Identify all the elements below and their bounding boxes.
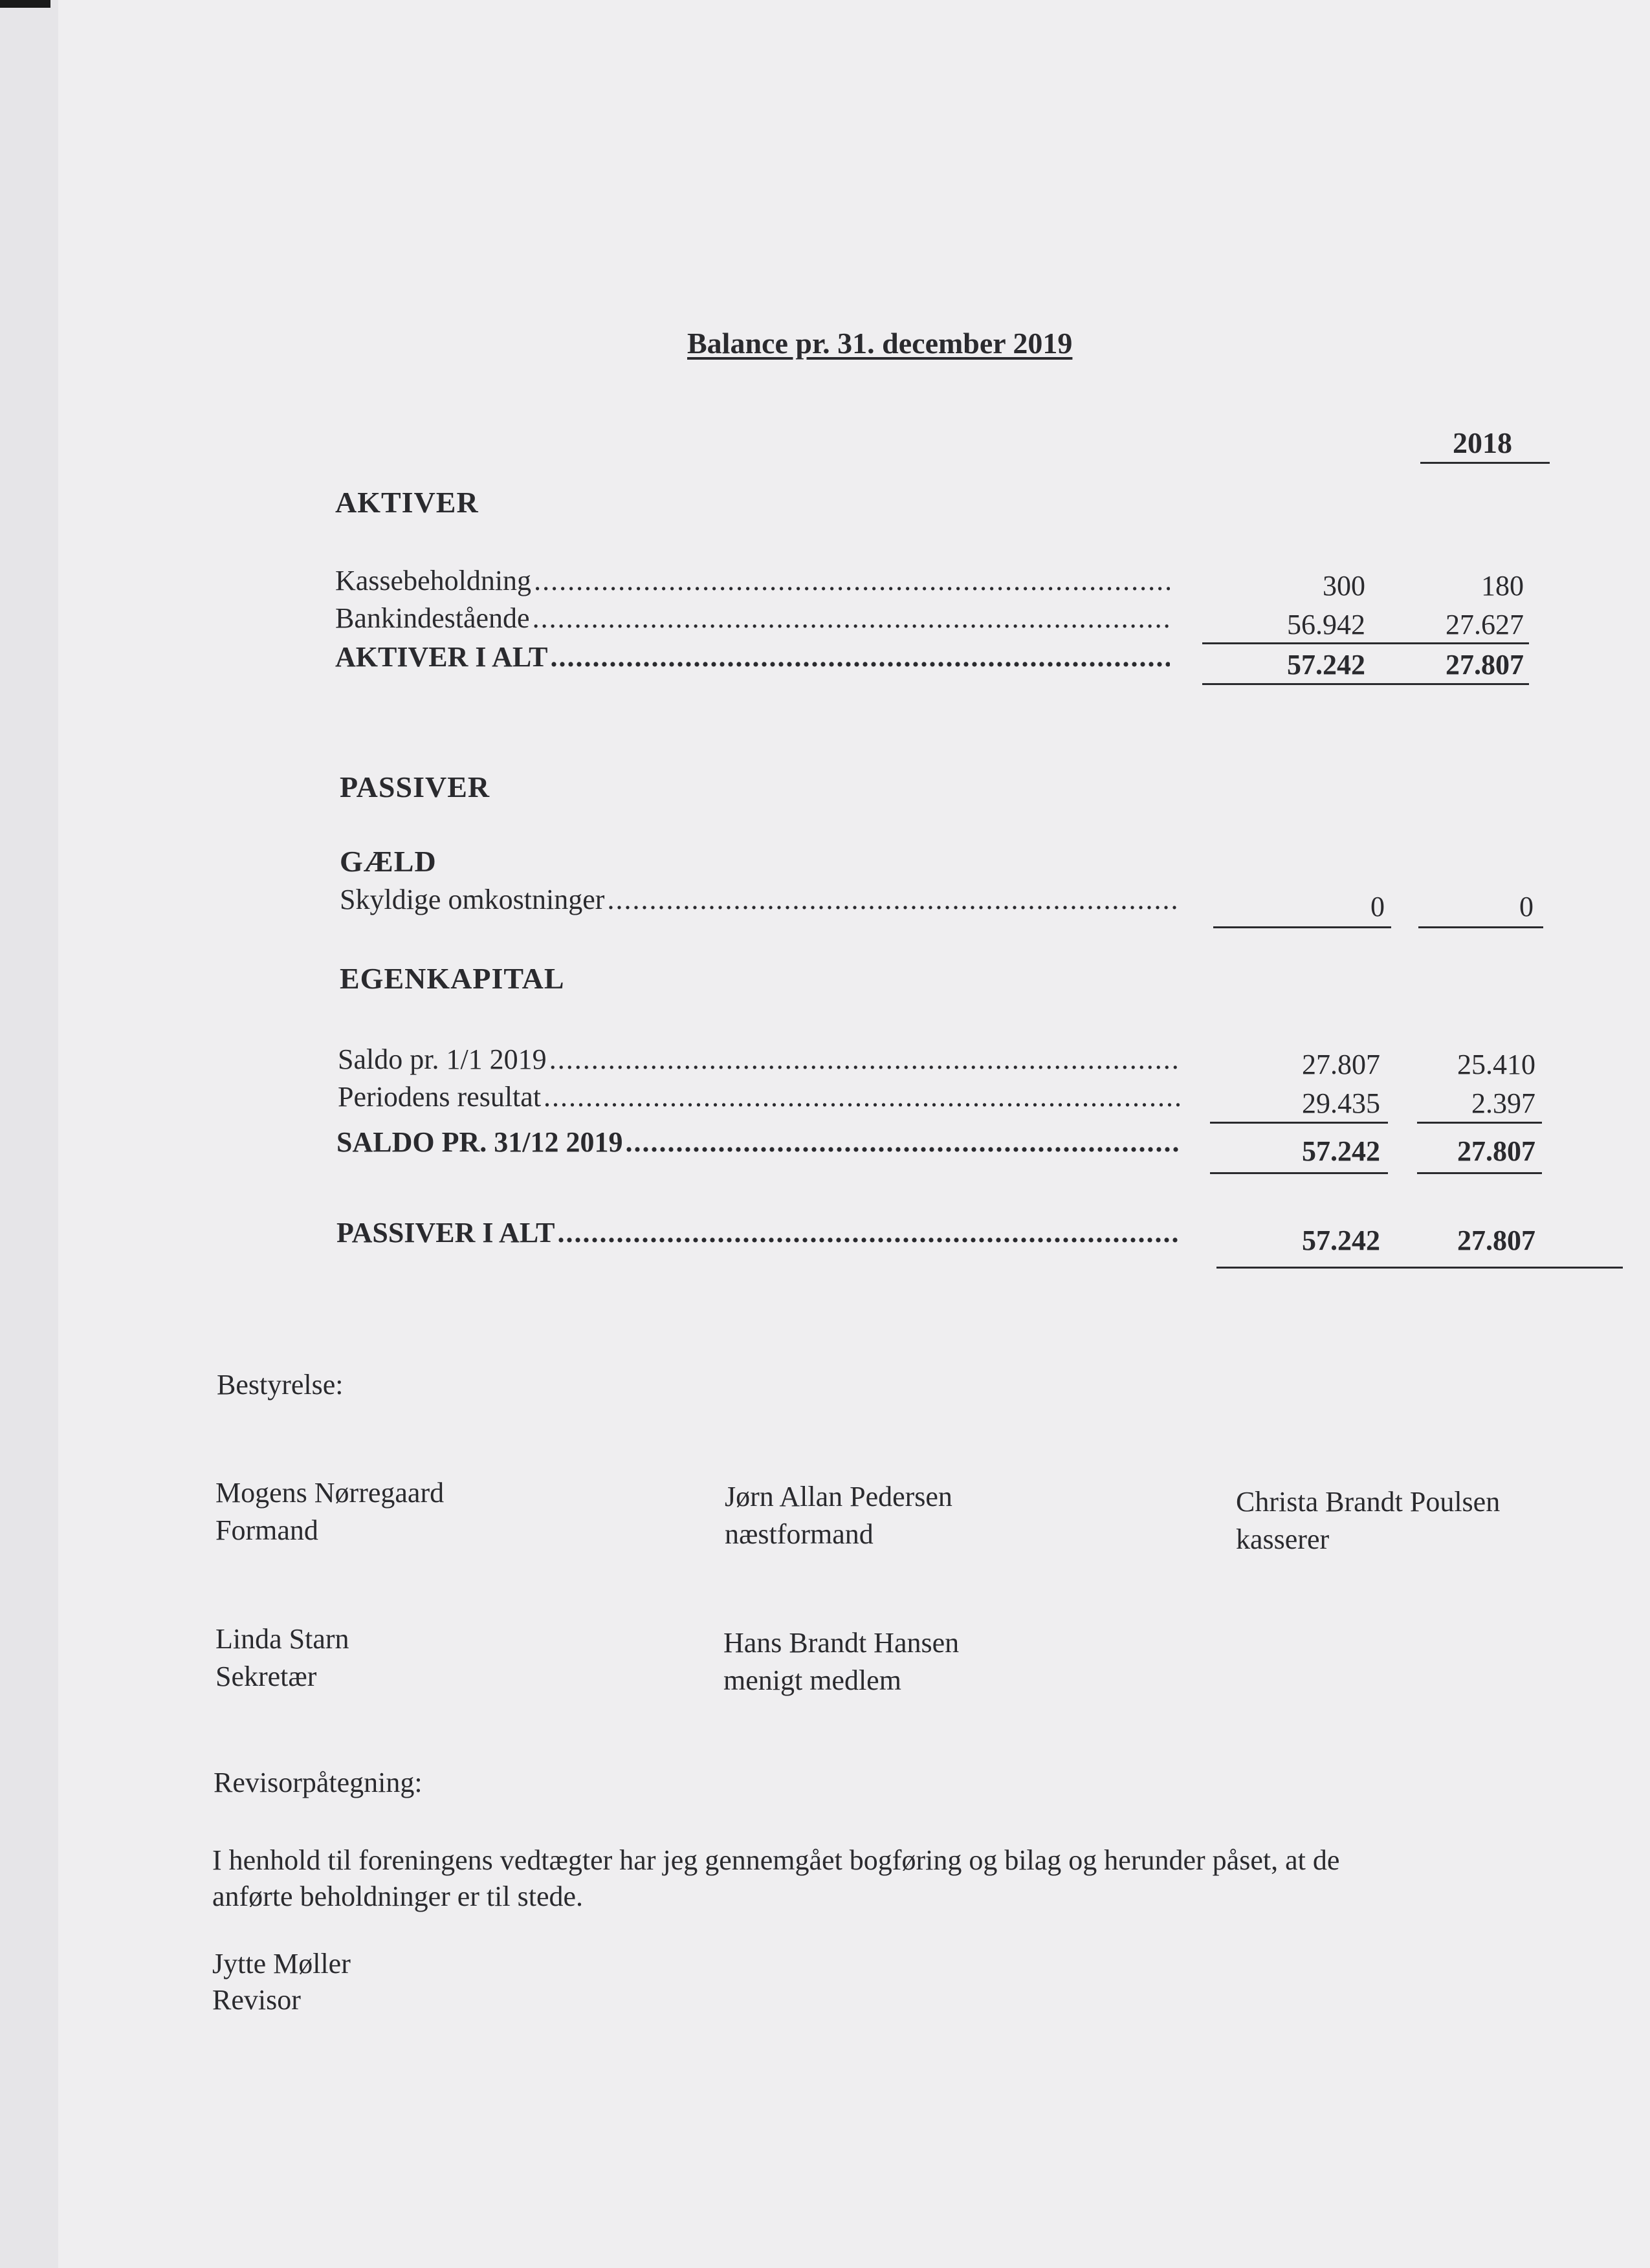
aktiver-total-current: 57.242 [1287, 649, 1365, 681]
leader-dots [544, 1080, 1181, 1113]
member-name: Linda Starn [215, 1623, 349, 1655]
row-label: Periodens resultat [338, 1081, 542, 1113]
leader-dots [534, 564, 1170, 597]
page-title: Balance pr. 31. december 2019 [687, 327, 1073, 360]
saldo-ultimo-prior: 27.807 [1457, 1135, 1535, 1167]
member-role: Formand [215, 1514, 318, 1546]
leader-dots [551, 640, 1171, 673]
aktiver-total-row [335, 640, 1170, 675]
egenkapital-total-rule-current [1210, 1172, 1388, 1174]
periodens-resultat-prior: 2.397 [1471, 1087, 1535, 1119]
row-label: Saldo pr. 1/1 2019 [338, 1043, 547, 1075]
bankindestaaende-row [335, 602, 1170, 637]
passiver-total-rule [1216, 1267, 1623, 1269]
row-label: SALDO PR. 31/12 2019 [336, 1126, 623, 1158]
egenkapital-subtotal-rule-prior [1417, 1122, 1542, 1124]
subtotal-rule [1202, 642, 1529, 644]
saldo-primo-current: 27.807 [1302, 1049, 1380, 1080]
member-role: Sekretær [215, 1661, 317, 1692]
aktiver-heading: AKTIVER [335, 486, 479, 519]
leader-dots [533, 602, 1170, 635]
member-name: Jørn Allan Pedersen [725, 1481, 952, 1512]
egenkapital-total-rule-prior [1417, 1172, 1542, 1174]
saldo-primo-row [338, 1043, 1181, 1078]
kassebeholdning-row [335, 564, 1170, 599]
egenkapital-heading: EGENKAPITAL [340, 962, 565, 995]
row-label: AKTIVER I ALT [335, 641, 548, 673]
member-name: Mogens Nørregaard [215, 1477, 445, 1509]
saldo-ultimo-row [336, 1126, 1181, 1161]
skyldige-current: 0 [1370, 891, 1385, 922]
skyldige-prior: 0 [1519, 891, 1534, 922]
audit-heading: Revisorpåtegning: [214, 1767, 423, 1798]
passiver-total-row [336, 1216, 1181, 1251]
saldo-primo-prior: 25.410 [1457, 1049, 1535, 1080]
leader-dots [625, 1126, 1181, 1159]
row-label: Bankindestående [335, 602, 530, 634]
egenkapital-subtotal-rule-current [1210, 1122, 1388, 1124]
member-name: Christa Brandt Poulsen [1236, 1486, 1501, 1518]
member-role: kasserer [1236, 1523, 1330, 1555]
passiver-heading: PASSIVER [340, 770, 490, 803]
gaeld-heading: GÆLD [340, 845, 437, 878]
leader-dots [607, 883, 1181, 916]
leader-dots [557, 1216, 1181, 1249]
periodens-resultat-row [338, 1080, 1181, 1115]
bankindestaaende-current: 56.942 [1287, 609, 1365, 640]
audit-text-line-2: anførte beholdninger er til stede. [212, 1881, 584, 1912]
gaeld-rule-prior [1418, 926, 1543, 928]
member-role: næstformand [725, 1518, 874, 1550]
prior-year-header: 2018 [1453, 426, 1512, 459]
audit-text-line-1: I henhold til foreningens vedtægter har jeg gennemgået bogføring og bilag og herunder påset, at de [212, 1844, 1340, 1876]
total-rule [1202, 683, 1529, 685]
row-label: PASSIVER I ALT [336, 1217, 555, 1248]
board-heading: Bestyrelse: [217, 1369, 344, 1401]
skyldige-row [340, 883, 1181, 918]
saldo-ultimo-current: 57.242 [1302, 1135, 1380, 1167]
scan-corner-mark [0, 0, 50, 8]
member-role: menigt medlem [723, 1664, 901, 1696]
header-rule [1420, 462, 1550, 464]
passiver-total-current: 57.242 [1302, 1225, 1380, 1256]
kassebeholdning-prior: 180 [1481, 570, 1524, 602]
leader-dots [549, 1043, 1181, 1076]
aktiver-total-prior: 27.807 [1446, 649, 1524, 681]
row-label: Skyldige omkostninger [340, 884, 605, 915]
member-name: Hans Brandt Hansen [723, 1627, 960, 1659]
gaeld-rule-current [1213, 926, 1391, 928]
auditor-name: Jytte Møller [212, 1948, 351, 1979]
kassebeholdning-current: 300 [1323, 570, 1365, 602]
passiver-total-prior: 27.807 [1457, 1225, 1535, 1256]
periodens-resultat-current: 29.435 [1302, 1087, 1380, 1119]
bankindestaaende-prior: 27.627 [1446, 609, 1524, 640]
row-label: Kassebeholdning [335, 565, 532, 596]
auditor-role: Revisor [212, 1984, 301, 2016]
scan-edge [0, 0, 58, 2268]
